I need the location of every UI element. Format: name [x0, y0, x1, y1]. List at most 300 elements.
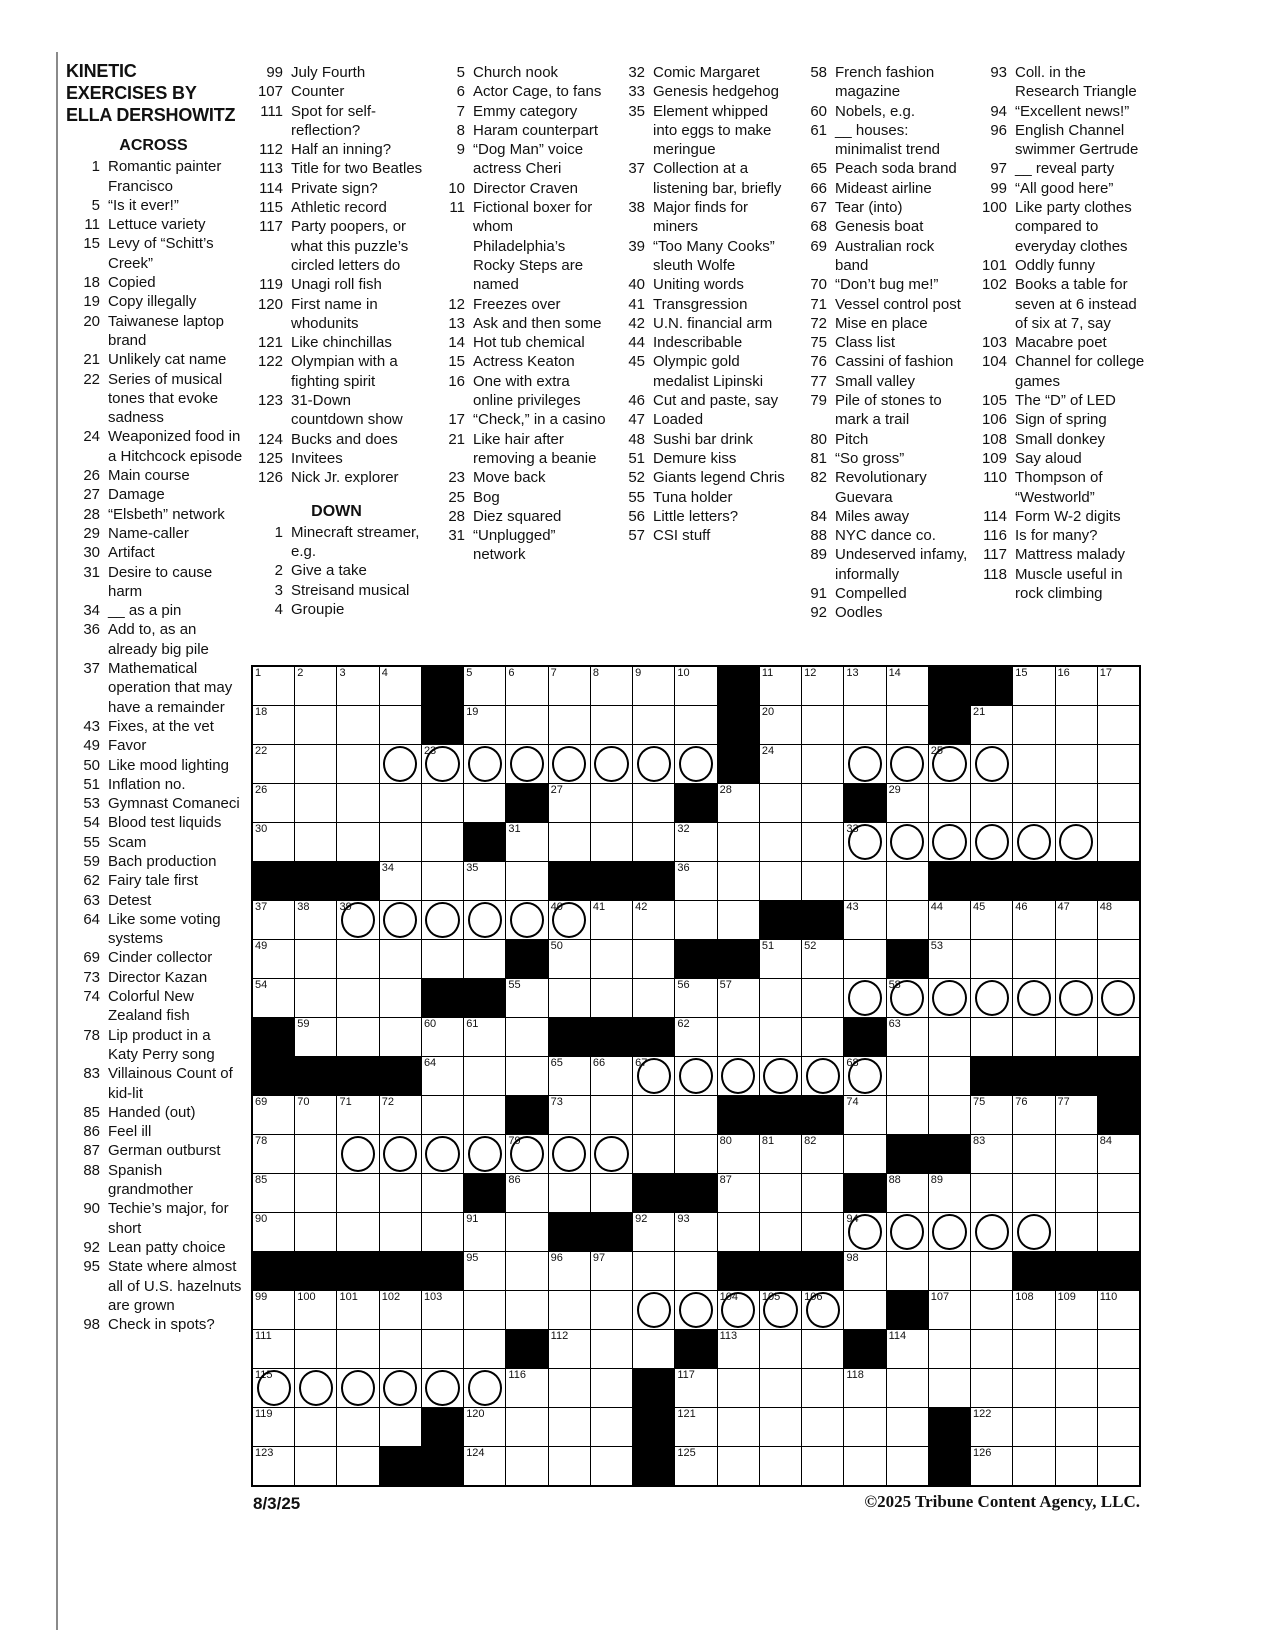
grid-cell [802, 706, 843, 744]
clue-number: 56 [628, 507, 645, 525]
clue-number: 18 [83, 274, 100, 292]
grid-cell [380, 823, 421, 861]
cell-number: 4 [381, 667, 388, 679]
grid-cell-black [802, 1252, 843, 1290]
grid-cell [337, 979, 378, 1017]
grid-cell [1056, 1135, 1097, 1173]
cell-number: 44 [930, 901, 944, 913]
cell-number: 104 [719, 1291, 738, 1303]
circle-mark [341, 1136, 375, 1172]
grid-cell [422, 1174, 463, 1212]
clue-number: 5 [456, 64, 465, 81]
grid-cell [591, 1330, 632, 1368]
grid-cell-black [633, 862, 674, 900]
grid-cell [1098, 1018, 1139, 1056]
cell-number: 71 [339, 1096, 352, 1108]
grid-cell [1013, 1369, 1054, 1407]
grid-cell-black [675, 1330, 716, 1368]
grid-cell-black [253, 862, 294, 900]
clue-number: 9 [456, 141, 465, 159]
grid-cell [591, 940, 632, 978]
grid-cell [802, 1447, 843, 1485]
across-clue-54 [63, 813, 244, 832]
grid-cell-black [760, 901, 801, 939]
grid-cell [887, 1369, 928, 1407]
clue-number: 117 [259, 218, 283, 236]
grid-cell [253, 1135, 294, 1173]
grid-cell [549, 979, 590, 1017]
across-clue-112 [246, 140, 427, 159]
grid-cell [675, 1018, 716, 1056]
clue-number: 69 [810, 237, 827, 255]
grid-cell [295, 1369, 336, 1407]
cell-number: 100 [297, 1291, 316, 1303]
cell-number: 56 [677, 979, 690, 991]
grid-cell [253, 940, 294, 978]
grid-cell [253, 1330, 294, 1368]
down-clue-9 [428, 140, 609, 179]
clue-text: Move back [473, 469, 546, 487]
grid-cell [1056, 706, 1097, 744]
clue-number: 107 [257, 83, 283, 101]
circle-mark [552, 1136, 586, 1172]
grid-cell [422, 1057, 463, 1095]
down-clue-52 [608, 468, 789, 487]
grid-cell-black [929, 862, 970, 900]
clue-text: Lean patty choice [108, 1238, 226, 1256]
grid-cell [844, 1291, 885, 1329]
clue-text: Spot for self-reflection? [291, 102, 377, 139]
cell-number: 60 [423, 1018, 437, 1030]
clue-number: 101 [981, 256, 1007, 274]
clue-number: 14 [448, 334, 465, 352]
down-clue-48 [608, 430, 789, 449]
grid-cell [337, 1447, 378, 1485]
grid-cell [253, 823, 294, 861]
grid-cell [591, 823, 632, 861]
cell-number: 67 [635, 1057, 648, 1069]
grid-cell [844, 1369, 885, 1407]
cell-number: 93 [677, 1213, 690, 1225]
grid-cell [887, 1252, 928, 1290]
cell-number: 72 [381, 1096, 394, 1108]
grid-cell-black [253, 1057, 294, 1095]
down-clue-101 [970, 256, 1151, 275]
puzzle-date: 8/3/25 [253, 1494, 301, 1513]
grid-cell [760, 1330, 801, 1368]
grid-cell [887, 862, 928, 900]
circle-mark [1101, 980, 1135, 1016]
clue-number: 88 [83, 1161, 100, 1179]
grid-cell [1098, 784, 1139, 822]
clue-text: “Check,” in a casino [473, 411, 606, 429]
grid-cell [464, 1096, 505, 1134]
across-clue-126 [246, 468, 427, 487]
grid-cell [929, 979, 970, 1017]
grid-cell-black [718, 1252, 759, 1290]
grid-cell [506, 1018, 547, 1056]
grid-cell [887, 823, 928, 861]
grid-cell [1013, 745, 1054, 783]
clue-column-1 [63, 136, 244, 1334]
grid-cell [1013, 1291, 1054, 1329]
grid-cell [549, 1135, 590, 1173]
cell-number: 116 [508, 1369, 526, 1381]
grid-cell [675, 1057, 716, 1095]
cell-number: 88 [888, 1174, 901, 1186]
clue-text: Private sign? [291, 179, 378, 197]
clue-number: 47 [628, 411, 645, 429]
clue-number: 29 [83, 524, 100, 542]
clue-number: 112 [259, 141, 283, 159]
down-clue-91 [790, 584, 971, 603]
clue-text: Diez squared [473, 507, 562, 525]
cell-number: 57 [719, 979, 732, 991]
grid-cell-black [633, 1174, 674, 1212]
cell-number: 16 [1057, 667, 1070, 679]
grid-cell [929, 1096, 970, 1134]
down-clue-82 [790, 468, 971, 507]
grid-cell-black [760, 1252, 801, 1290]
clue-number: 15 [448, 353, 465, 371]
grid-cell-black [464, 823, 505, 861]
cell-number: 74 [846, 1096, 859, 1108]
grid-cell-black [380, 1447, 421, 1485]
cell-number: 50 [550, 940, 563, 952]
grid-cell [464, 1213, 505, 1251]
grid-cell [1098, 1330, 1139, 1368]
clue-text: Blood test liquids [108, 814, 222, 832]
cell-number: 92 [635, 1213, 648, 1225]
clue-number: 78 [83, 1026, 100, 1044]
grid-cell [971, 1018, 1012, 1056]
clue-number: 32 [628, 64, 645, 81]
clue-number: 66 [810, 179, 827, 197]
clue-text: CSI stuff [653, 527, 711, 545]
grid-cell-black [591, 862, 632, 900]
across-clue-74 [63, 987, 244, 1026]
clue-number: 42 [628, 314, 645, 332]
clue-number: 84 [810, 507, 827, 525]
clue-number: 108 [981, 430, 1007, 448]
grid-cell-black [929, 1447, 970, 1485]
cell-number: 37 [255, 901, 268, 913]
grid-cell [295, 784, 336, 822]
cell-number: 58 [888, 979, 901, 991]
grid-cell-black [929, 1135, 970, 1173]
grid-cell [760, 1018, 801, 1056]
cell-number: 126 [973, 1447, 992, 1459]
grid-cell [337, 1369, 378, 1407]
grid-cell [760, 1408, 801, 1446]
grid-cell [337, 1174, 378, 1212]
clue-number: 125 [257, 449, 283, 467]
cell-number: 110 [1099, 1291, 1118, 1303]
circle-mark [510, 746, 544, 782]
clue-text: English Channel swimmer Gertrude [1015, 121, 1139, 159]
grid-cell [1013, 1330, 1054, 1368]
grid-cell [887, 901, 928, 939]
clue-text: Bog [473, 488, 500, 506]
clue-text: Director Craven [473, 179, 579, 197]
clue-text: Thompson of “Westworld” [1015, 469, 1103, 506]
grid-cell [633, 745, 674, 783]
clue-text: Inflation no. [108, 775, 186, 793]
cell-number: 118 [846, 1369, 864, 1381]
grid-cell [506, 1291, 547, 1329]
grid-cell [802, 1135, 843, 1173]
cell-number: 123 [255, 1447, 274, 1459]
circle-mark [383, 746, 417, 782]
clue-text: Nick Jr. explorer [291, 469, 399, 487]
clue-text: Mathematical operation that may have a remainder [108, 660, 233, 716]
grid-cell [380, 1135, 421, 1173]
clue-text: Vessel control post [835, 295, 961, 313]
clue-text: One with extra online privileges [473, 372, 581, 410]
across-clue-27 [63, 485, 244, 504]
clue-text: Bach production [108, 852, 217, 870]
clue-number: 3 [274, 581, 283, 599]
clue-text: Party poopers, or what this puzzle’s circled letters do [291, 218, 409, 274]
grid-cell [1013, 667, 1054, 705]
grid-cell [760, 1369, 801, 1407]
down-clue-108 [970, 430, 1151, 449]
clue-text: Feel ill [108, 1123, 152, 1141]
across-clue-125 [246, 449, 427, 468]
grid-cell-black [422, 1408, 463, 1446]
clue-number: 34 [83, 602, 100, 620]
grid-cell [844, 1252, 885, 1290]
grid-cell [380, 940, 421, 978]
grid-cell [295, 1174, 336, 1212]
clue-column-5 [790, 63, 971, 623]
down-clue-46 [608, 391, 789, 410]
clue-text: Levy of “Schitt’s Creek” [108, 235, 214, 272]
grid-cell-black [506, 1096, 547, 1134]
clue-number: 110 [983, 469, 1007, 487]
clue-text: Unlikely cat name [108, 351, 227, 369]
grid-cell [971, 784, 1012, 822]
cell-number: 115 [255, 1369, 273, 1381]
grid-cell [253, 1447, 294, 1485]
grid-cell [675, 1291, 716, 1329]
cell-number: 80 [719, 1135, 732, 1147]
down-clue-11 [428, 198, 609, 294]
grid-cell-black [633, 1369, 674, 1407]
cell-number: 31 [508, 823, 521, 835]
grid-cell-black [506, 784, 547, 822]
clue-number: 7 [456, 102, 465, 120]
grid-cell [633, 784, 674, 822]
clue-number: 31 [83, 563, 100, 581]
clue-number: 71 [810, 295, 827, 313]
across-clue-51 [63, 775, 244, 794]
circle-mark [932, 1214, 966, 1250]
clue-number: 122 [257, 353, 283, 371]
grid-cell [337, 823, 378, 861]
grid-cell-black [549, 1213, 590, 1251]
down-clue-10 [428, 179, 609, 198]
grid-cell [887, 1447, 928, 1485]
grid-cell [718, 823, 759, 861]
clue-text: Element whipped into eggs to make meringue [653, 102, 772, 159]
clue-number: 75 [810, 334, 827, 352]
down-clue-44 [608, 333, 789, 352]
grid-cell [337, 667, 378, 705]
grid-cell [760, 862, 801, 900]
cell-number: 8 [592, 667, 600, 679]
clue-number: 92 [810, 604, 827, 622]
grid-cell [591, 1135, 632, 1173]
down-clue-55 [608, 488, 789, 507]
grid-cell [1013, 706, 1054, 744]
circle-mark [975, 980, 1009, 1016]
clue-number: 120 [257, 295, 283, 313]
cell-number: 2 [297, 667, 304, 679]
down-clue-106 [970, 410, 1151, 429]
clue-text: Main course [108, 467, 190, 485]
grid-cell [1098, 979, 1139, 1017]
down-clue-45 [608, 352, 789, 391]
grid-cell [549, 823, 590, 861]
grid-cell [887, 1018, 928, 1056]
grid-cell-black [506, 940, 547, 978]
grid-cell [633, 1330, 674, 1368]
cell-number: 101 [339, 1291, 358, 1303]
clue-number: 36 [83, 621, 100, 639]
clue-text: Tuna holder [653, 488, 733, 506]
down-clue-114 [970, 507, 1151, 526]
grid-cell [464, 1018, 505, 1056]
clue-number: 72 [810, 314, 827, 332]
clue-text: Copied [108, 274, 156, 292]
grid-cell-black [971, 1057, 1012, 1095]
grid-cell [844, 1057, 885, 1095]
cell-number: 1 [255, 667, 262, 679]
down-clue-8 [428, 121, 609, 140]
grid-cell [337, 706, 378, 744]
grid-cell [971, 706, 1012, 744]
clue-number: 30 [83, 544, 100, 562]
clue-number: 2 [274, 562, 283, 580]
clue-number: 40 [628, 276, 645, 294]
grid-cell [549, 1447, 590, 1485]
down-clue-35 [608, 102, 789, 160]
grid-cell [887, 1057, 928, 1095]
cell-number: 108 [1015, 1291, 1034, 1303]
grid-cell [760, 1174, 801, 1212]
clue-text: Fictional boxer for whom Philadelphia’s Rocky Steps are named [473, 199, 593, 294]
grid-cell-black [1013, 1057, 1054, 1095]
cell-number: 42 [635, 901, 648, 913]
grid-cell [295, 745, 336, 783]
grid-cell [1056, 1447, 1097, 1485]
grid-cell [253, 1291, 294, 1329]
clue-text: Genesis boat [835, 218, 924, 236]
clue-number: 117 [983, 546, 1007, 564]
grid-cell [971, 1330, 1012, 1368]
grid-cell [675, 667, 716, 705]
clue-text: Oddly funny [1015, 256, 1096, 274]
circle-mark [468, 1370, 502, 1406]
down-clue-97 [970, 159, 1151, 178]
cell-number: 11 [761, 667, 774, 679]
clue-column-6 [970, 63, 1151, 603]
puzzle-title-line2: EXERCISES BY [66, 83, 197, 103]
clue-text: Check in spots? [108, 1316, 215, 1334]
grid-cell-black [1013, 1252, 1054, 1290]
grid-cell [506, 1447, 547, 1485]
across-clue-123 [246, 391, 427, 430]
down-clue-7 [428, 102, 609, 121]
cell-number: 26 [255, 784, 268, 796]
circle-mark [848, 824, 882, 860]
clue-number: 5 [91, 196, 100, 214]
grid-cell [506, 823, 547, 861]
grid-cell [1056, 784, 1097, 822]
across-clue-99 [246, 63, 427, 82]
grid-cell [718, 1330, 759, 1368]
cell-number: 111 [255, 1330, 272, 1342]
grid-cell [549, 1096, 590, 1134]
clue-text: Mattress malady [1015, 546, 1126, 564]
down-clue-67 [790, 198, 971, 217]
clue-text: Minecraft streamer, e.g. [291, 523, 420, 561]
grid-cell [422, 1135, 463, 1173]
grid-cell [718, 1018, 759, 1056]
grid-cell [718, 784, 759, 822]
clue-text: Series of musical tones that evoke sadness [108, 370, 223, 427]
grid-cell [1098, 1213, 1139, 1251]
clue-text: Miles away [835, 507, 910, 525]
clue-number: 67 [810, 199, 827, 217]
clue-text: Copy illegally [108, 293, 197, 311]
circle-mark [257, 1370, 291, 1406]
down-clue-25 [428, 488, 609, 507]
grid-cell [802, 1291, 843, 1329]
circle-mark [848, 1058, 882, 1094]
grid-cell [844, 1447, 885, 1485]
across-header: ACROSS [119, 137, 188, 154]
clue-number: 87 [83, 1142, 100, 1160]
grid-cell [1056, 901, 1097, 939]
clue-text: Like party clothes compared to everyday clothes [1015, 199, 1132, 255]
down-clue-57 [608, 526, 789, 545]
down-clue-66 [790, 179, 971, 198]
grid-cell-black [844, 1330, 885, 1368]
clue-number: 102 [981, 276, 1007, 294]
cell-number: 54 [255, 979, 268, 991]
grid-cell-black [1098, 1252, 1139, 1290]
grid-cell [506, 1213, 547, 1251]
page-edge-rule [56, 52, 58, 1630]
grid-cell-black [675, 784, 716, 822]
circle-mark [594, 1136, 628, 1172]
clue-number: 58 [810, 64, 827, 81]
grid-cell-black [422, 706, 463, 744]
grid-cell [422, 1330, 463, 1368]
clue-number: 62 [83, 872, 100, 890]
down-clue-100 [970, 198, 1151, 256]
grid-cell [1056, 1174, 1097, 1212]
grid-cell [718, 1369, 759, 1407]
down-clue-81 [790, 449, 971, 468]
grid-cell-black [675, 1174, 716, 1212]
clue-text: Say aloud [1015, 449, 1082, 467]
clue-column-3 [428, 63, 609, 565]
grid-cell [380, 706, 421, 744]
cell-number: 62 [677, 1018, 690, 1030]
